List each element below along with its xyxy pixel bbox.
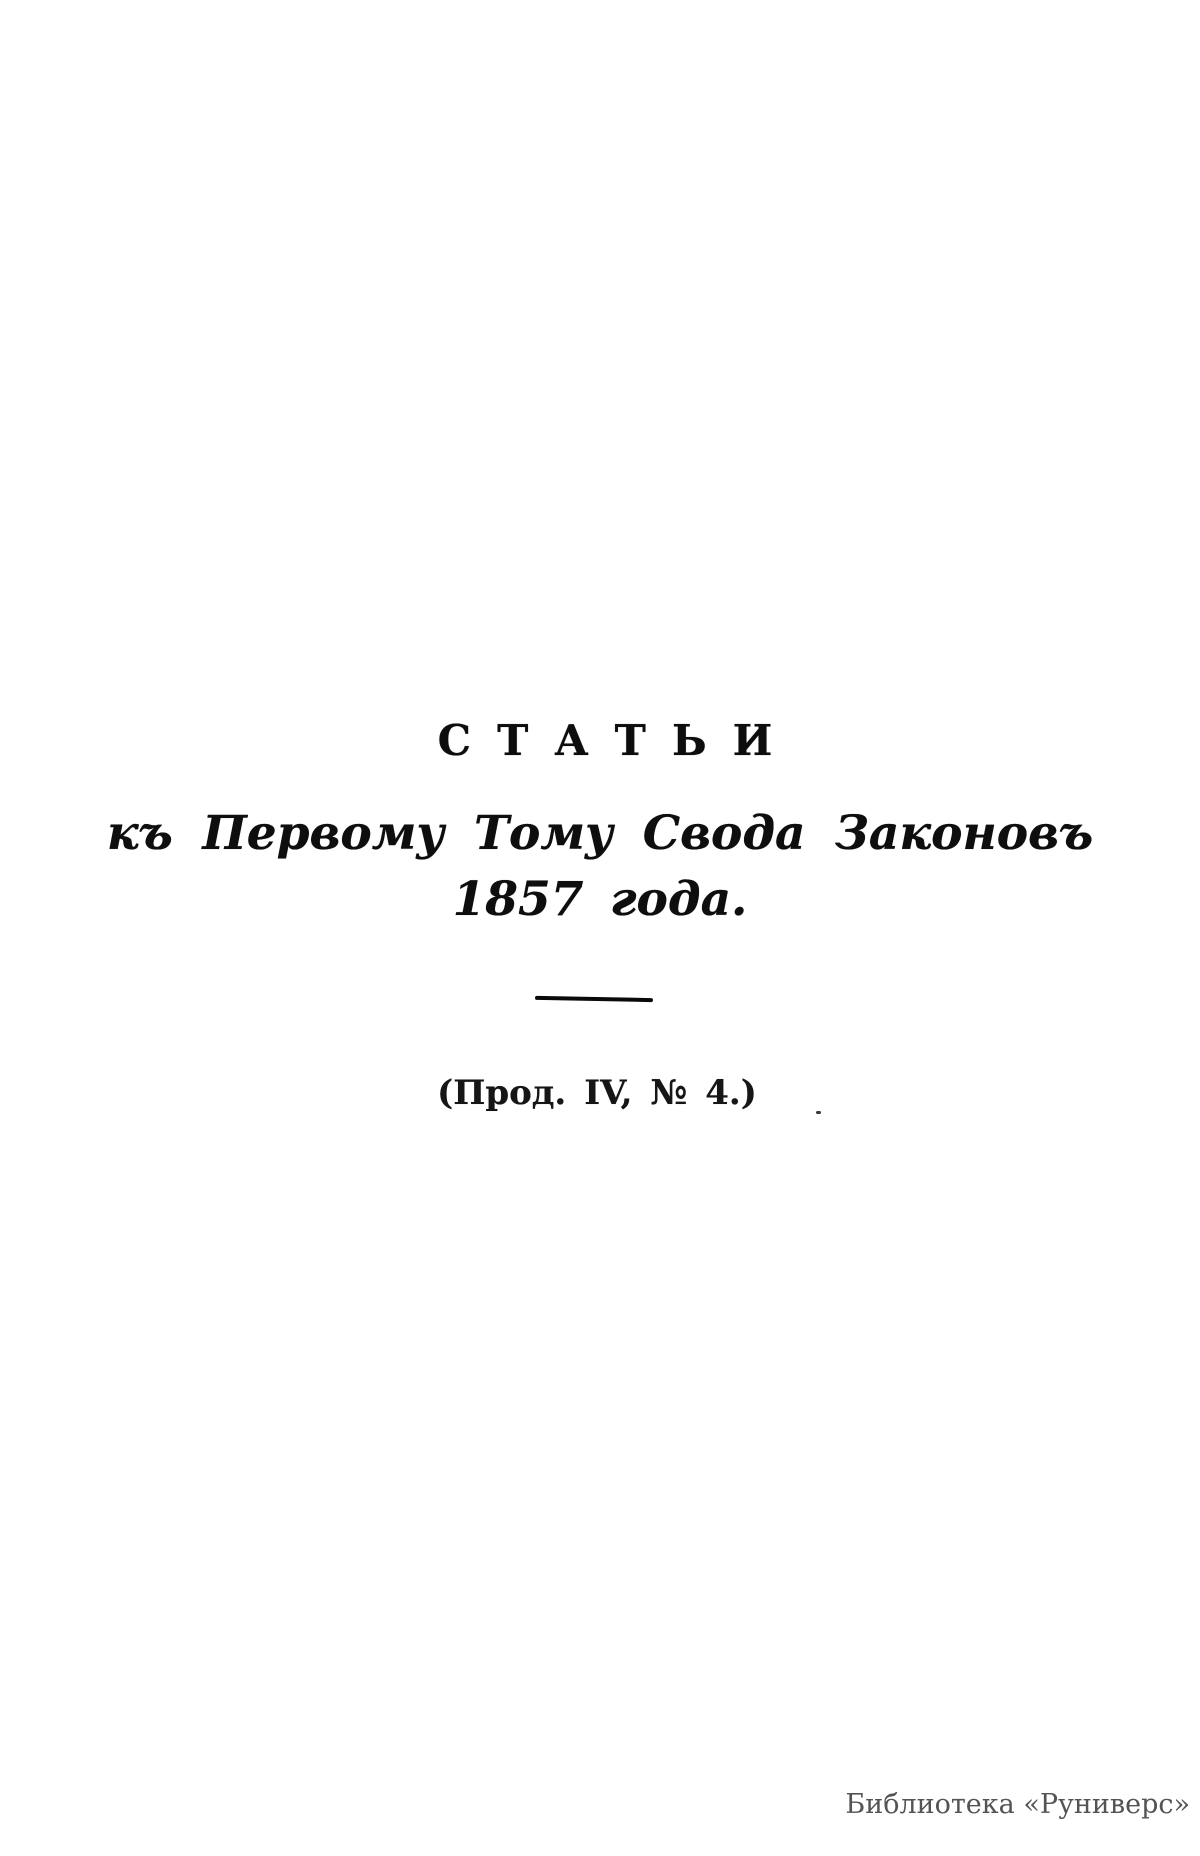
- page-title: СТАТЬИ: [437, 716, 799, 765]
- scan-speck: [816, 1111, 821, 1114]
- subtitle-line-2: 1857 года.: [452, 872, 748, 927]
- library-watermark: Библиотека «Руниверс»: [845, 1789, 1190, 1820]
- issue-note: (Прод. IV, № 4.): [437, 1073, 757, 1113]
- divider-rule: [535, 996, 653, 1002]
- subtitle-line-1: къ Первому Тому Свода Законовъ: [106, 806, 1094, 861]
